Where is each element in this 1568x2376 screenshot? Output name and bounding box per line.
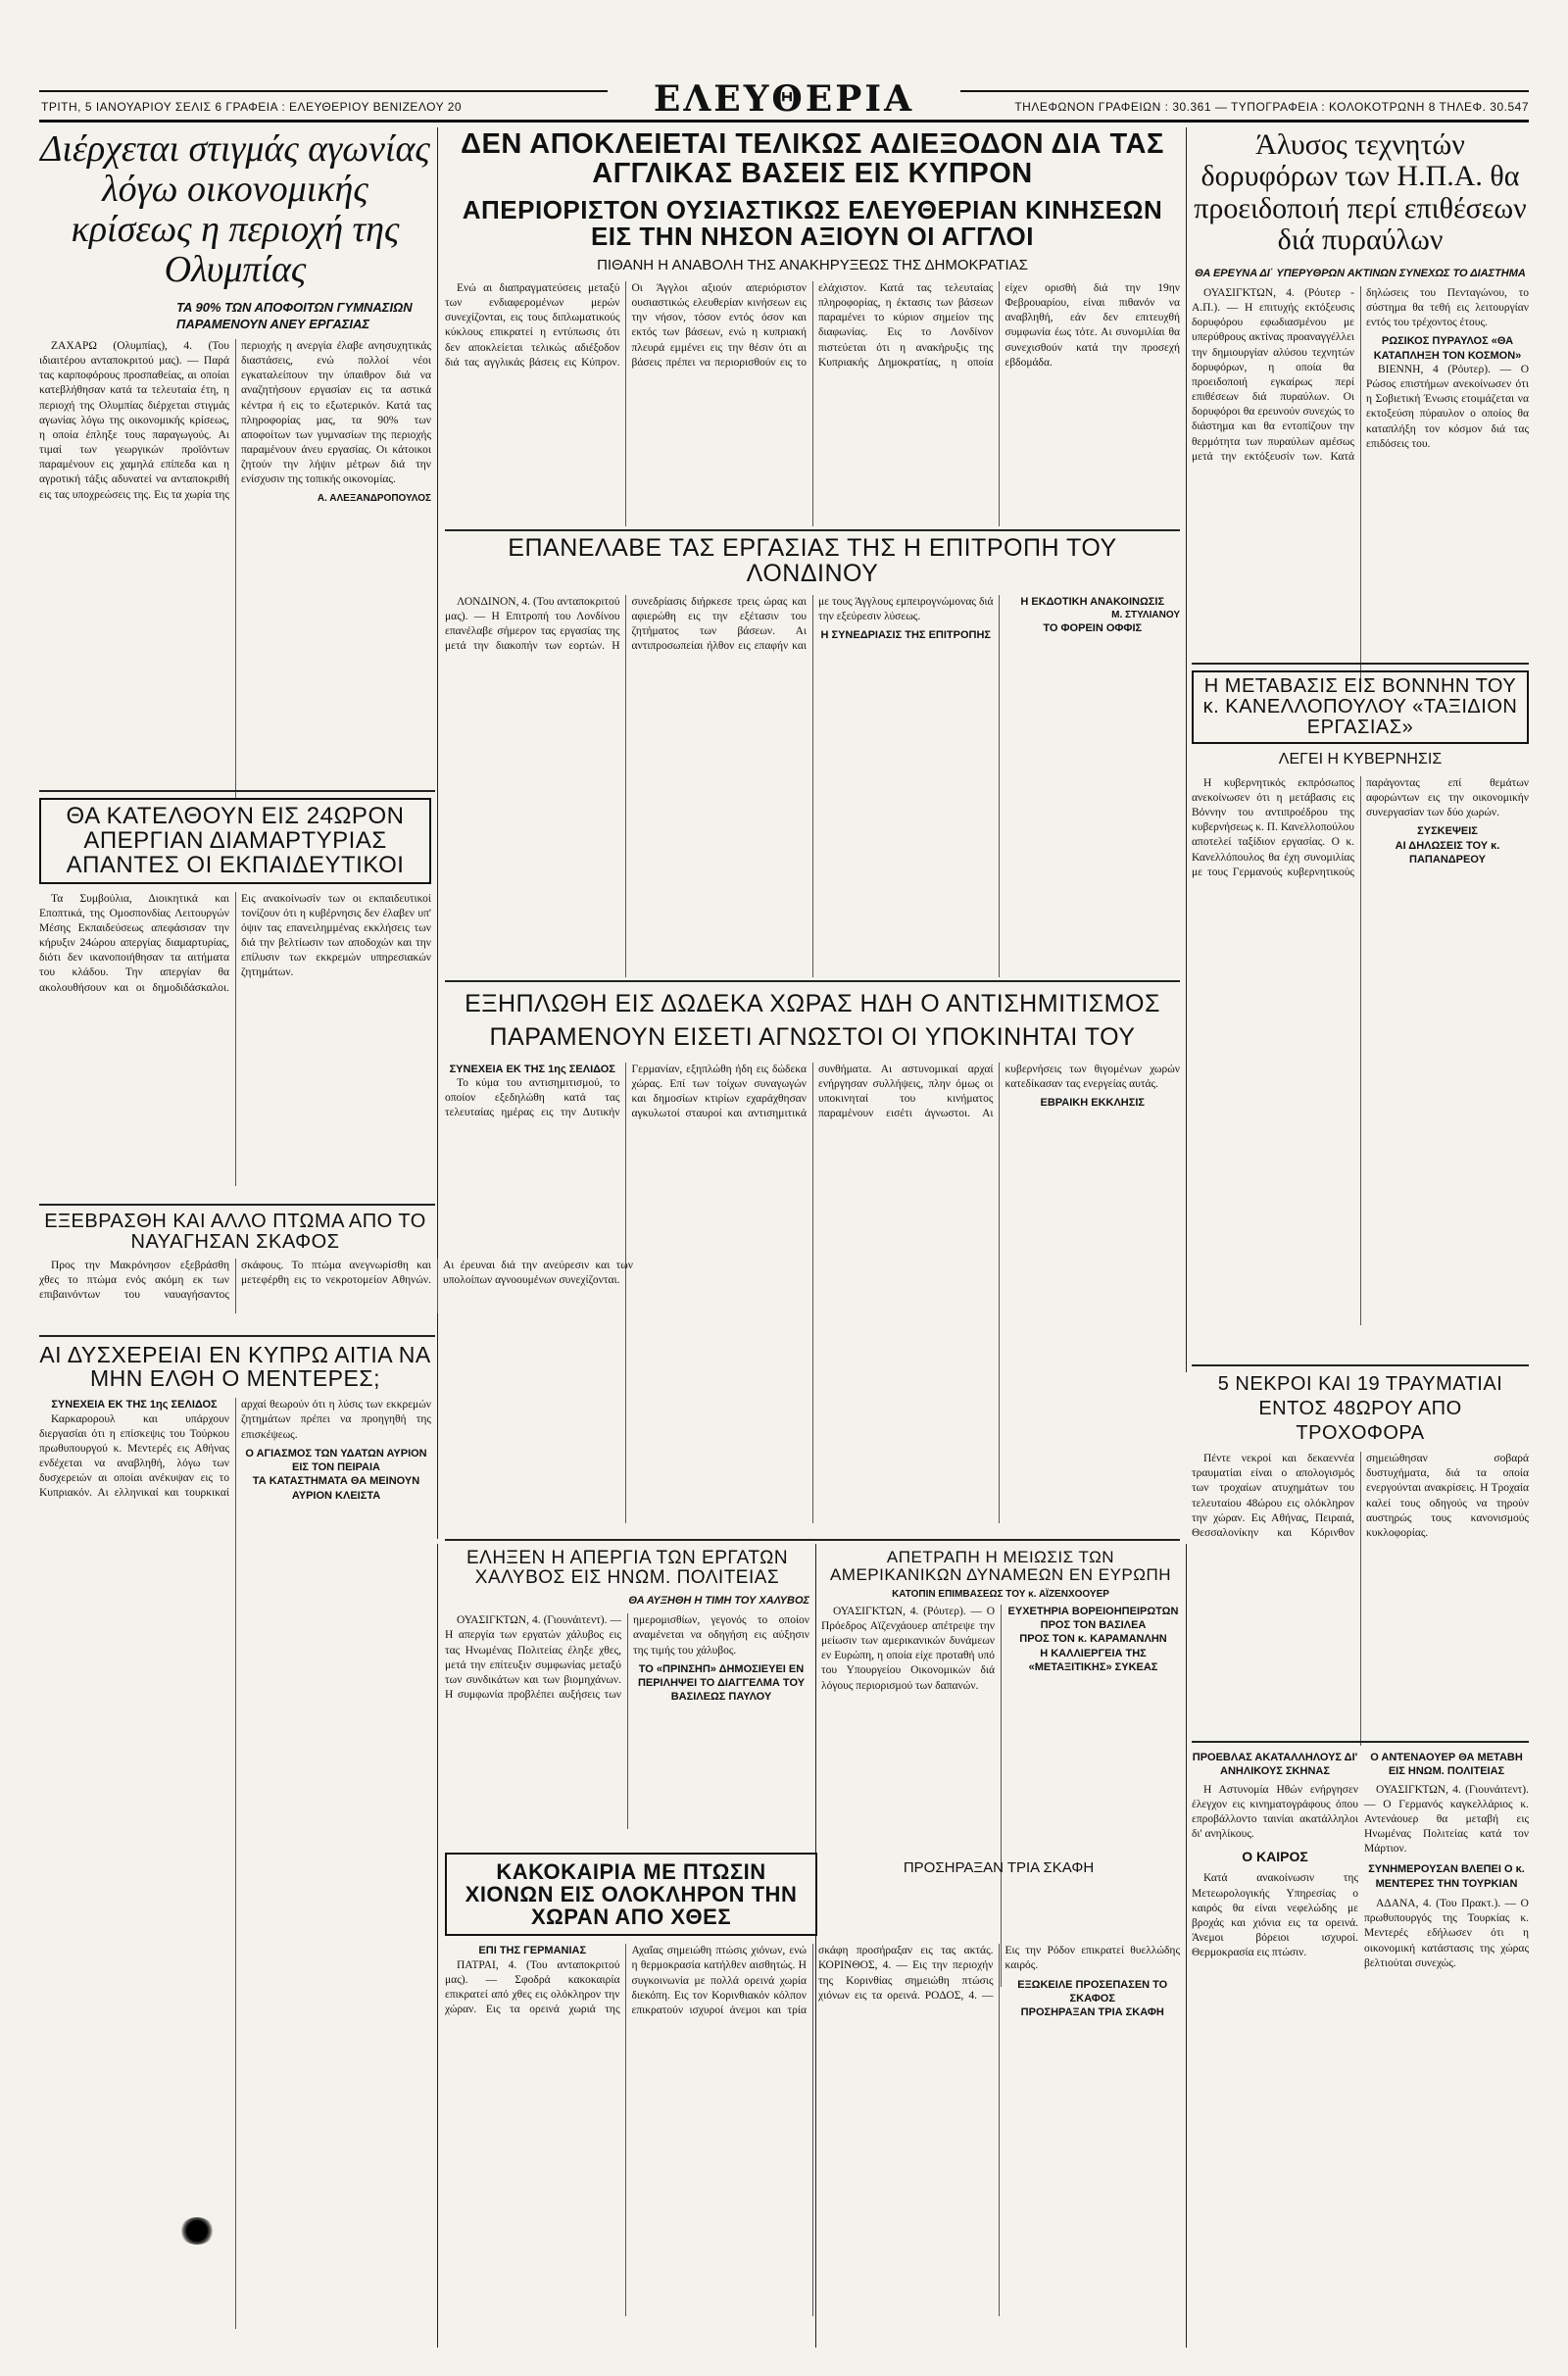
article-cinemas-weather (1192, 1751, 1358, 2349)
headline: ΕΞΕΒΡΑΣΘΗ ΚΑΙ ΑΛΛΟ ΠΤΩΜΑ ΑΠΟ ΤΟ ΝΑΥΑΓΗΣΑΝ ΣΚΑΦΟΣ (44, 1211, 426, 1253)
subheadline: ΠΡΟΣΗΡΑΞΑΝ ΤΡΙΑ ΣΚΑΦΗ (903, 1859, 1095, 1876)
headline: Ο ΑΝΤΕΝΑΟΥΕΡ ΘΑ ΜΕΤΑΒΗ ΕΙΣ ΗΝΩΜ. ΠΟΛΙΤΕΙΑΣ (1370, 1752, 1523, 1778)
article-body: Προς την Μακρόνησον εξεβράσθη χθες το πτώμα ενός ακόμη εκ των επιβαινόντων του ναυαγήσαντος σκάφους. Το πτώμα ανεγνωρίσθη και μετεφέρθη εις το νεκροτομείον Αθηνών. Αι έρευναι διά την ανεύρεσιν και των υπολοίπων αγνοουμένων συνεχίζονται. (39, 1260, 633, 1302)
subheadline: ΠΡΟΣ ΤΟΝ κ. ΚΑΡΑΜΑΝΛΗΝ (1019, 1633, 1167, 1646)
article-body: ΛΟΝΔΙΝΟΝ, 4. (Του ανταποκριτού μας). — Η Επιτροπή του Λονδίνου επανέλαβε σήμερον τας εργασίας της μετά την διακοπήν των εορτών. Η συνεδρίασις διήρκεσε τρεις ώρας και αφιερώθη εις την εξέτασιν του ζητήματος των βάσεων. Αι αντιπροσωπείαι ήλθον εις επαφήν και με τους Άγγλους εμπειρογνώμονας διά την εξεύρεσιν λύσεως. Η ΣΥΝΕΔΡΙΑΣΙΣ ΤΗΣ ΕΠΙΤΡΟΠΗΣ Η ΕΚΔΟΤΙΚΗ ΑΝΑΚΟΙΝΩΣΙΣ Μ. ΣΤΥΛΙΑΝΟΥ ΤΟ ΦΟΡΕΙΝ ΟΦΦΙΣ (445, 595, 1180, 653)
article-body: ΟΥΑΣΙΓΚΤΩΝ, 4. (Ρόυτερ - Α.Π.). — Η επιτυχής εκτόξευσις δορυφόρου εφωδιασμένου με υπερύθρους ακτίνας προαναγγέλλει την δημιουργίαν αλύσου τεχνητών δορυφόρων, η οποία θα προειδοποιή εγκαίρως περί επιθέσεων διά πυραύλων. Οι δορυφόροι θα ερευνούν συνεχώς το διάστημα και θα εντοπίζουν την θερμότητα των πυραύλων αμέσως μετά την εκτόξευσίν των. Κατά δηλώσεις του Πενταγώνου, το σύστημα θα τεθή εις λειτουργίαν εντός του τρέχοντος έτους. ΡΩΣΙΚΟΣ ΠΥΡΑΥΛΟΣ «ΘΑ ΚΑΤΑΠΛΗΞΗ ΤΟΝ ΚΟΣΜΟΝ» ΒΙΕΝΝΗ, 4 (Ρόυτερ). — Ο Ρώσος επιστήμων ανεκοίνωσεν ότι η Σοβιετική Ένωσις ετοιμάζεται να εκτοξεύση πύραυλον ο οποίος θα καταπλήξη τον κόσμον διά τας επιδόσεις του. (1192, 286, 1529, 463)
subheadline: ΣΥΝΕΧΕΙΑ ΕΚ ΤΗΣ 1ης ΣΕΛΙΔΟΣ (51, 1399, 218, 1411)
article-body: ΣΥΝΕΧΕΙΑ ΕΚ ΤΗΣ 1ης ΣΕΛΙΔΟΣ Καρκαρορουλ και υπάρχουν διεργασίαι ότι η επίσκεψις του Τούρκου πρωθυπουργού κ. Μεντερές εις Αθήνας ενδέχεται να αναβληθή, λόγω των δυσχερειών αι οποίαι ανέκυψαν εις το Κυπριακόν. Αι ελληνικαί και τουρκικαί αρχαί θεωρούν ότι η λύσις των εκκρεμών ζητημάτων πρέπει να προηγηθή της επισκέψεως. Ο ΑΓΙΑΣΜΟΣ ΤΩΝ ΥΔΑΤΩΝ ΑΥΡΙΟΝ ΕΙΣ ΤΟΝ ΠΕΙΡΑΙΑ ΤΑ ΚΑΤΑΣΤΗΜΑΤΑ ΘΑ ΜΕΙΝΟΥΝ ΑΥΡΙΟΝ ΚΛΕΙΣΤΑ (39, 1399, 431, 1502)
subheadline: Ο ΚΑΙΡΟΣ (1242, 1849, 1308, 1865)
subheadline: ΤΟ ΦΟΡΕΙΝ ΟΦΦΙΣ (1043, 621, 1143, 634)
column-divider (1186, 1544, 1187, 2348)
subheadline: ΘΑ ΕΡΕΥΝΑ ΔΙ΄ ΥΠΕΡΥΘΡΩΝ ΑΚΤΙΝΩΝ ΣΥΝΕΧΩΣ ΤΟ ΔΙΑΣΤΗΜΑ (1195, 267, 1526, 279)
article-traffic-accidents (1192, 1372, 1529, 1735)
subheadline: ΕΞΩΚΕΙΛΕ ΠΡΟΣΕΠΑΣΕΝ ΤΟ ΣΚΑΦΟΣ (1017, 1978, 1168, 2005)
subheadline: ΕΥΧΕΤΗΡΙΑ ΒΟΡΕΙΟΗΠΕΙΡΩΤΩΝ ΠΡΟΣ ΤΟΝ ΒΑΣΙΛΕΑ (1007, 1605, 1179, 1631)
article-bad-weather (445, 1853, 1180, 2349)
headline: ΕΞΗΠΛΩΘΗ ΕΙΣ ΔΩΔΕΚΑ ΧΩΡΑΣ ΗΔΗ Ο ΑΝΤΙΣΗΜΙΤΙΣΜΟΣ ΠΑΡΑΜΕΝΟΥΝ ΕΙΣΕΤΙ ΑΓΝΩΣΤΟΙ ΟΙ ΥΠΟΚΙΝΗΤΑΙ ΤΟΥ (465, 990, 1160, 1051)
section-rule (445, 529, 1180, 531)
subheadline: Η ΕΚΔΟΤΙΚΗ ΑΝΑΚΟΙΝΩΣΙΣ (1020, 595, 1165, 608)
article-body: ΕΠΙ ΤΗΣ ΓΕΡΜΑΝΙΑΣ ΠΑΤΡΑΙ, 4. (Του ανταποκριτού μας). — Σφοδρά κακοκαιρία επικρατεί από χθες εις ολόκληρον την χώραν. Εις τα ορεινά χωριά της Αχαΐας σημειώθη πτώσις χιόνων, ενώ η θερμοκρασία κατήλθεν αισθητώς. Η συγκοινωνία με πολλά ορεινά χωρία διεκόπη. Εις τον Κορινθιακόν κόλπον επικρατούν ισχυροί άνεμοι και τρία σκάφη προσήραξαν εις τας ακτάς. ΚΟΡΙΝΘΟΣ, 4. — Εις την περιοχήν της Κορινθίας σημειώθη πτώσις χιόνων εις τα ορεινά. ΡΟΔΟΣ, 4. — Εις την Ρόδον επικρατεί θυελλώδης καιρός. ΕΞΩΚΕΙΛΕ ΠΡΟΣΕΠΑΣΕΝ ΤΟ ΣΚΑΦΟΣ ΠΡΟΣΗΡΑΞΑΝ ΤΡΙΑ ΣΚΑΦΗ (445, 1945, 1180, 2019)
article-body: Πέντε νεκροί και δεκαεννέα τραυματίαι είναι ο απολογισμός των τροχαίων ατυχημάτων του τελευταίου 48ώρου εις ολόκληρον την χώραν. Εις Αθήνας, Πειραιά, Θεσσαλονίκην και Κόρινθον σημειώθησαν σοβαρά δυστυχήματα, διά τα οποία ενεργούνται ανακρίσεις. Η Τροχαία καλεί τους οδηγούς να τηρούν αυστηρώς τους κανονισμούς κυκλοφορίας. (1192, 1453, 1529, 1539)
article-body: Ενώ αι διαπραγματεύσεις μεταξύ των ενδιαφερομένων μερών συνεχίζονται, εις τους διπλωματικούς κύκλους επικρατεί η εντύπωσις ότι δεν αποκλείεται τελικώς αδιέξοδον διά τας αγγλικάς βάσεις εις Κύπρον. Οι Άγγλοι αξιούν απεριόριστον ουσιαστικώς ελευθερίαν κινήσεων εις την νήσον, τόσον εντός όσον και εκτός των βάσεων, ενώ η κυπριακή πλευρά εμμένει εις την θέσιν ότι αι βάσεις πρέπει να περιορισθούν εις το ελάχιστον. Κατά τας τελευταίας πληροφορίας, η έκτασις των βάσεων παραμένει το κύριον σημείον της διαφωνίας. Εις το Λονδίνον πιστεύεται ότι η ανακήρυξις της Κυπριακής Δημοκρατίας, η οποία είχεν ορισθή διά την 19ην Φεβρουαρίου, είναι πιθανόν να αναβληθή, εάν δεν επιτευχθή συμφωνία έως τότε. Αι συνομιλίαι θα συνεχισθούν κατά την προσεχή εβδομάδα. (445, 281, 1180, 369)
article-london-committee (445, 535, 1180, 972)
headline: Διέρχεται στιγμάς αγωνίας λόγω οικονομικής κρίσεως η περιοχή της Ολυμπίας (40, 128, 430, 291)
subheadline: ΤΟ «ΠΡΙΝΣΗΠ» ΔΗΜΟΣΙΕΥΕΙ ΕΝ ΠΕΡΙΛΗΨΕΙ ΤΟ ΔΙΑΓΓΕΛΜΑ ΤΟΥ ΒΑΣΙΛΕΩΣ ΠΑΥΛΟΥ (637, 1662, 806, 1704)
headline: ΑΙ ΔΥΣΧΕΡΕΙΑΙ ΕΝ ΚΥΠΡΩ ΑΙΤΙΑ ΝΑ ΜΗΝ ΕΛΘΗ Ο ΜΕΝΤΕΡΕΣ; (39, 1342, 431, 1392)
article-satellites (1192, 129, 1529, 659)
subheadline: ΣΥΝΗΜΕΡΟΥΣΑΝ ΒΛΕΠΕΙ Ο κ. ΜΕΝΤΕΡΕΣ ΤΗΝ ΤΟΥΡΚΙΑΝ (1368, 1863, 1525, 1890)
subheadline: ΛΕΓΕΙ Η ΚΥΒΕΡΝΗΣΙΣ (1278, 751, 1443, 767)
subheadline: ΚΑΤΟΠΙΝ ΕΠΙΜΒΑΣΕΩΣ ΤΟΥ κ. ΑΪΖΕΝΧΟΟΥΕΡ (892, 1588, 1109, 1600)
masthead-right: ΤΗΛΕΦΩΝΟΝ ΓΡΑΦΕΙΩΝ : 30.361 — ΤΥΠΟΓΡΑΦΕΙΑ : ΚΟΛΟΚΟΤΡΩΝΗ 8 ΤΗΛΕΦ. 30.547 (1014, 100, 1529, 114)
headline: 5 ΝΕΚΡΟΙ ΚΑΙ 19 ΤΡΑΥΜΑΤΙΑΙ ΕΝΤΟΣ 48ΩΡΟΥ ΑΠΟ ΤΡΟΧΟΦΟΡΑ (1217, 1373, 1503, 1444)
section-rule (1192, 1364, 1529, 1366)
section-rule (445, 1539, 1180, 1541)
column-divider (1186, 127, 1187, 1372)
headline: ΠΡΟΕΒΛΑΣ ΑΚΑΤΑΛΛΗΛΟΥΣ ΔΙ' ΑΝΗΛΙΚΟΥΣ ΣΚΗΝΑΣ (1192, 1752, 1358, 1778)
subheadline: ΣΥΝΕΧΕΙΑ ΕΚ ΤΗΣ 1ης ΣΕΛΙΔΟΣ (449, 1063, 615, 1075)
masthead-rule-bottom (39, 120, 1529, 123)
article-body: ΟΥΑΣΙΓΚΤΩΝ, 4. (Γιουνάιτεντ). — Η απεργία των εργατών χάλυβος εις τας Ηνωμένας Πολιτείας έληξε χθες, μετά την επίτευξιν συμφωνίας μεταξύ των συνδικάτων και των βιομηχάνων. Η συμφωνία προβλέπει αυξήσεις των ημερομισθίων, γεγονός το οποίον αναμένεται να οδηγήση εις αύξησιν της τιμής του χάλυβος. ΤΟ «ΠΡΙΝΣΗΠ» ΔΗΜΟΣΙΕΥΕΙ ΕΝ ΠΕΡΙΛΗΨΕΙ ΤΟ ΔΙΑΓΓΕΛΜΑ ΤΟΥ ΒΑΣΙΛΕΩΣ ΠΑΥΛΟΥ (445, 1614, 809, 1704)
subheadline: ΠΡΟΣΗΡΑΞΑΝ ΤΡΙΑ ΣΚΑΦΗ (1020, 2006, 1164, 2019)
subheadline: ΣΥΣΚΕΨΕΙΣ (1417, 825, 1478, 838)
article-kanellopoulos (1192, 670, 1529, 1359)
subheadline: ΕΠΙ ΤΗΣ ΓΕΡΜΑΝΙΑΣ (478, 1945, 587, 1957)
article-body: ΟΥΑΣΙΓΚΤΩΝ, 4. (Γιουνάιτεντ). — Ο Γερμανός καγκελλάριος κ. Αντενάουερ θα μεταβή εις Ηνωμένας Πολιτείας κατά τον Μάρτιον. ΣΥΝΗΜΕΡΟΥΣΑΝ ΒΛΕΠΕΙ Ο κ. ΜΕΝΤΕΡΕΣ ΤΗΝ ΤΟΥΡΚΙΑΝ ΑΔΑΝΑ, 4. (Του Πρακτ.). — Ο πρωθυπουργός της Τουρκίας κ. Μεντερές εδήλωσεν ότι η οικονομική κατάστασις της χώρας βελτιούται συνεχώς. (1364, 1783, 1529, 1969)
subheadline: Η ΚΑΛΛΙΕΡΓΕΙΑ ΤΗΣ «ΜΕΤΑΞΙΤΙΚΗΣ» ΣΥΚΕΑΣ (1028, 1647, 1158, 1673)
section-rule (39, 1335, 435, 1337)
headline: Η ΜΕΤΑΒΑΣΙΣ ΕΙΣ ΒΟΝΝΗΝ ΤΟΥ κ. ΚΑΝΕΛΛΟΠΟΥΛΟΥ «ΤΑΞΙΔΙΟΝ ΕΡΓΑΣΙΑΣ» (1202, 675, 1518, 738)
section-rule (39, 790, 435, 792)
subheadline: Η ΣΥΝΕΔΡΙΑΣΙΣ ΤΗΣ ΕΠΙΤΡΟΠΗΣ (820, 628, 992, 641)
headline: ΑΠΕΤΡΑΠΗ Η ΜΕΙΩΣΙΣ ΤΩΝ ΑΜΕΡΙΚΑΝΙΚΩΝ ΔΥΝΑΜΕΩΝ ΕΝ ΕΥΡΩΠΗ (829, 1548, 1172, 1584)
subheadline: ΕΒΡΑΙΚΗ ΕΚΚΛΗΣΙΣ (1040, 1096, 1145, 1109)
article-teachers-strike (39, 798, 431, 1198)
headline: ΘΑ ΚΑΤΕΛΘΟΥΝ ΕΙΣ 24ΩΡΟΝ ΑΠΕΡΓΙΑΝ ΔΙΑΜΑΡΤΥΡΙΑΣ ΑΠΑΝΤΕΣ ΟΙ ΕΚΠΑΙΔΕΥΤΙΚΟΙ (66, 803, 405, 879)
article-body: Η Αστυνομία Ηθών ενήργησεν έλεγχον εις κινηματογράφους όπου επροβάλλοντο ταινίαι ακατάλληλοι δι' ανηλίκους. Ο ΚΑΙΡΟΣ Κατά ανακοίνωσιν της Μετεωρολογικής Υπηρεσίας ο καιρός θα είναι νεφελώδης με βροχάς και χιόνια εις τα ορεινά. Άνεμοι βόρειοι ισχυροί. Θερμοκρασία εις πτώσιν. (1192, 1783, 1358, 1959)
column-divider (437, 1544, 438, 2348)
column-divider (437, 127, 438, 1539)
section-rule (1192, 663, 1529, 665)
article-body: ΟΥΑΣΙΓΚΤΩΝ, 4. (Ρόυτερ). — Ο Πρόεδρος Αϊζενχάουερ απέτρεψε την μείωσιν των αμερικανικών δυνάμεων εν Ευρώπη, η οποία είχε προταθή υπό του Υπουργείου Οικονομικών διά λόγους περιορισμού των δαπανών. ΕΥΧΕΤΗΡΙΑ ΒΟΡΕΙΟΗΠΕΙΡΩΤΩΝ ΠΡΟΣ ΤΟΝ ΒΑΣΙΛΕΑ ΠΡΟΣ ΤΟΝ κ. ΚΑΡΑΜΑΝΛΗΝ Η ΚΑΛΛΙΕΡΓΕΙΑ ΤΗΣ «ΜΕΤΑΞΙΤΙΚΗΣ» ΣΥΚΕΑΣ (821, 1605, 1179, 1692)
headline: Άλυσος τεχνητών δορυφόρων των Η.Π.Α. θα προειδοποιή περί επιθέσεων διά πυραύλων (1194, 128, 1527, 257)
masthead-title: ΕΛΕΥΘΕΡΙΑ (608, 78, 960, 120)
subheadline: ΤΑ 90% ΤΩΝ ΑΠΟΦΟΙΤΩΝ ΓΥΜΝΑΣΙΩΝ ΠΑΡΑΜΕΝΟΥΝ ΑΝΕΥ ΕΡΓΑΣΙΑΣ (176, 300, 413, 332)
subheadline: ΤΑ ΚΑΤΑΣΤΗΜΑΤΑ ΘΑ ΜΕΙΝΟΥΝ ΑΥΡΙΟΝ ΚΛΕΙΣΤΑ (252, 1475, 420, 1502)
article-body: ΣΥΝΕΧΕΙΑ ΕΚ ΤΗΣ 1ης ΣΕΛΙΔΟΣ Το κύμα του αντισημιτισμού, το οποίον εξεδηλώθη κατά τας τελευταίας ημέρας εις την Δυτικήν Γερμανίαν, εξηπλώθη ήδη εις δώδεκα χώρας. Επί των τοίχων συναγωγών και δημοσίων κτιρίων εχαράχθησαν αγκυλωτοί σταυροί και αντισημιτικά συνθήματα. Αι αστυνομικαί αρχαί ενήργησαν συλλήψεις, πλην όμως οι υποκινηταί του κινήματος παραμένουν εισέτι άγνωστοι. Αι κυβερνήσεις των θιγομένων χωρών κατεδίκασαν τας ενεργείας αυτάς. ΕΒΡΑΙΚΗ ΕΚΚΛΗΣΙΣ (445, 1063, 1180, 1120)
article-olympia (39, 129, 431, 784)
subheadline: ΡΩΣΙΚΟΣ ΠΥΡΑΥΛΟΣ «ΘΑ ΚΑΤΑΠΛΗΞΗ ΤΟΝ ΚΟΣΜΟΝ» (1373, 335, 1522, 362)
subheadline: ΑΙ ΔΗΛΩΣΕΙΣ ΤΟΥ κ. ΠΑΠΑΝΔΡΕΟΥ (1395, 839, 1500, 866)
headline: ΕΛΗΞΕΝ Η ΑΠΕΡΓΙΑ ΤΩΝ ΕΡΓΑΤΩΝ ΧΑΛΥΒΟΣ ΕΙΣ ΗΝΩΜ. ΠΟΛΙΤΕΙΑΣ (466, 1548, 789, 1588)
section-rule (39, 1204, 435, 1206)
article-body: ΖΑΧΑΡΩ (Ολυμπίας), 4. (Του ιδιαιτέρου ανταποκριτού μας). — Παρά τας καρποφόρους προσπαθείας, αι οποίαι κατεβλήθησαν κατά τα τελευταία έτη, η περιοχή της Ολυμπίας διέρχεται στιγμάς αγωνίας λόγω της οικονομικής κρίσεως, η οποία έπληξε τους παραγωγούς. Αι τιμαί των γεωργικών προϊόντων παραμένουν εις χαμηλά επίπεδα και η αγροτική τάξις αδυνατεί να ανταποκριθή εις τας υποχρεώσεις της. Εις τα χωρία της περιοχής η ανεργία έλαβε ανησυχητικάς διαστάσεις, ενώ πολλοί νέοι εγκαταλείπουν την ύπαιθρον διά να αναζητήσουν εργασίαν εις τα αστικά κέντρα ή εις το εξωτερικόν. Κατά τας πληροφορίας μας, τα 90% των αποφοίτων των γυμνασίων της περιοχής παραμένουν άνευ εργασίας. Οι κάτοικοι ζητούν την λήψιν μέτρων διά την ενίσχυσιν της τοπικής οικονομίας. Α. ΑΛΕΞΑΝΔΡΟΠΟΥΛΟΣ (39, 339, 431, 504)
article-menderes-visit (39, 1343, 431, 2352)
masthead-left: ΤΡΙΤΗ, 5 ΙΑΝΟΥΑΡΙΟΥ ΣΕΛΙΣ 6 ΓΡΑΦΕΙΑ : ΕΛΕΥΘΕΡΙΟΥ ΒΕΝΙΖΕΛΟΥ 20 (41, 100, 463, 114)
headline: ΕΠΑΝΕΛΑΒΕ ΤΑΣ ΕΡΓΑΣΙΑΣ ΤΗΣ Η ΕΠΙΤΡΟΠΗ ΤΟΥ ΛΟΝΔΙΝΟΥ (508, 534, 1117, 588)
signature: Μ. ΣΤΥΛΙΑΝΟΥ (1111, 609, 1180, 620)
subheadline: ΠΙΘΑΝΗ Η ΑΝΑΒΟΛΗ ΤΗΣ ΑΝΑΚΗΡΥΞΕΩΣ ΤΗΣ ΔΗΜΟΚΡΑΤΙΑΣ (597, 257, 1028, 274)
article-body: Η κυβερνητικός εκπρόσωπος ανεκοίνωσεν ότι η μετάβασις εις Βόννην του αντιπροέδρου της κυβερνήσεως κ. Π. Κανελλοπούλου αποτελεί ταξίδιον εργασίας. Ο κ. Κανελλόπουλος θα έχη συνομιλίας με τους Γερμανούς κυβερνητικούς παράγοντας επί θεμάτων αφορώντων εις την οικονομικήν συνεργασίαν των δύο χωρών. ΣΥΣΚΕΨΕΙΣ ΑΙ ΔΗΛΩΣΕΙΣ ΤΟΥ κ. ΠΑΠΑΝΔΡΕΟΥ (1192, 776, 1529, 878)
section-rule (1192, 1741, 1529, 1743)
headline: ΚΑΚΟΚΑΙΡΙΑ ΜΕ ΠΤΩΣΙΝ ΧΙΟΝΩΝ ΕΙΣ ΟΛΟΚΛΗΡΟΝ ΤΗΝ ΧΩΡΑΝ ΑΠΟ ΧΘΕΣ (465, 1859, 798, 1930)
section-rule (445, 980, 1180, 982)
headline: ΔΕΝ ΑΠΟΚΛΕΙΕΤΑΙ ΤΕΛΙΚΩΣ ΑΔΙΕΞΟΔΟΝ ΔΙΑ ΤΑΣ ΑΓΓΛΙΚΑΣ ΒΑΣΕΙΣ ΕΙΣ ΚΥΠΡΟΝ (461, 128, 1164, 190)
subheadline: Ο ΑΓΙΑΣΜΟΣ ΤΩΝ ΥΔΑΤΩΝ ΑΥΡΙΟΝ ΕΙΣ ΤΟΝ ΠΕΙΡΑΙΑ (245, 1447, 427, 1474)
headline-secondary: ΑΠΕΡΙΟΡΙΣΤΟΝ ΟΥΣΙΑΣΤΙΚΩΣ ΕΛΕΥΘΕΡΙΑΝ ΚΙΝΗΣΕΩΝ ΕΙΣ ΤΗΝ ΝΗΣΟΝ ΑΞΙΟΥΝ ΟΙ ΑΓΓΛΟΙ (462, 194, 1163, 252)
article-shipwreck (39, 1211, 633, 1329)
article-body: Τα Συμβούλια, Διοικητικά και Εποπτικά, της Ομοσπονδίας Λειτουργών Μέσης Εκπαιδεύσεως απεφάσισαν την κήρυξιν 24ώρου απεργίας διαμαρτυρίας, διότι δεν ικανοποιήθησαν τα αιτήματα του κλάδου. Την απεργίαν θα ακολουθήσουν και οι δημοδιδάσκαλοι. Εις ανακοίνωσίν των οι εκπαιδευτικοί τονίζουν ότι η κυβέρνησις δεν έλαβεν υπ' όψιν τας επανειλημμένας εκκλήσεις των διά την βελτίωσιν των αποδοχών και την επίλυσιν των εκκρεμών υπηρεσιακών ζητημάτων. (39, 892, 431, 994)
article-cyprus-bases (445, 129, 1180, 525)
article-steel-strike (445, 1549, 809, 1843)
signature: Α. ΑΛΕΞΑΝΔΡΟΠΟΥΛΟΣ (317, 492, 431, 504)
article-adenauer (1364, 1751, 1529, 2349)
ink-blot (179, 2217, 215, 2245)
subheadline: ΘΑ ΑΥΞΗΘΗ Η ΤΙΜΗ ΤΟΥ ΧΑΛΥΒΟΣ (628, 1594, 809, 1607)
